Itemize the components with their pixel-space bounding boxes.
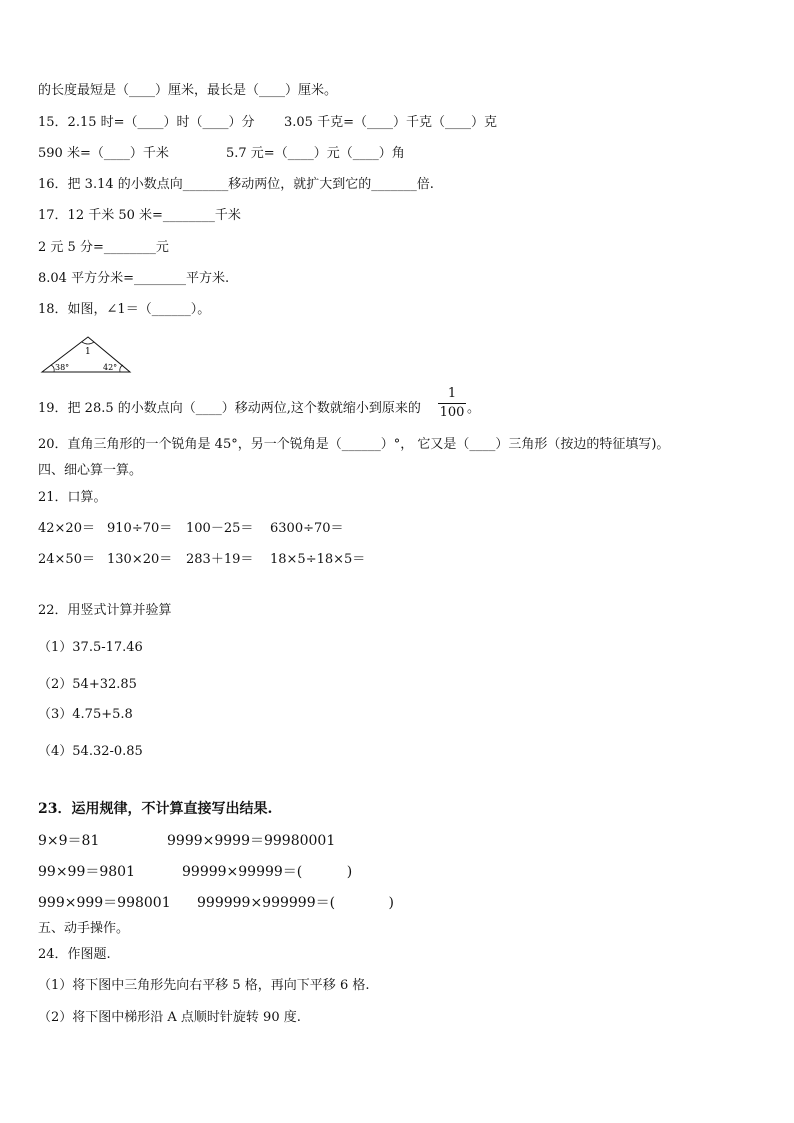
q15-part4: 5.7 元=（____）元（____）角 bbox=[226, 146, 405, 161]
q21: 21．口算。 bbox=[38, 490, 107, 505]
q17-part3: 8.04 平方分米=________平方米. bbox=[38, 271, 230, 286]
section-4-heading: 四、细心算一算。 bbox=[38, 463, 143, 478]
q22-item-4: （4）54.32-0.85 bbox=[38, 744, 143, 759]
calc-r2-c1: 24×50＝ bbox=[38, 552, 95, 567]
pattern-3-right: 999999×999999＝( ) bbox=[197, 895, 394, 911]
calc-r1-c2: 910÷70＝ bbox=[107, 521, 173, 536]
q24-item-1: （1）将下图中三角形先向右平移 5 格，再向下平移 6 格. bbox=[38, 978, 370, 993]
q15-part3: 590 米=（____）千米 bbox=[38, 146, 169, 161]
q20: 20．直角三角形的一个锐角是 45°，另一个锐角是（______）°， 它又是（____）三角形（按边的特征填写)。 bbox=[38, 437, 670, 452]
calc-r1-c4: 6300÷70＝ bbox=[270, 521, 344, 536]
q15-part2: 3.05 千克=（____）千克（____）克 bbox=[284, 115, 497, 130]
fraction-bar bbox=[438, 403, 466, 404]
q15-part1: 15．2.15 时=（____）时（____）分 bbox=[38, 115, 255, 130]
triangle-figure bbox=[40, 334, 132, 376]
fraction-1-100 bbox=[438, 386, 466, 421]
pattern-1-right: 9999×9999＝99980001 bbox=[167, 833, 336, 849]
pattern-2-left: 99×99＝9801 bbox=[38, 864, 135, 880]
q16: 16．把 3.14 的小数点向_______移动两位，就扩大到它的_______倍. bbox=[38, 177, 434, 192]
calc-r1-c1: 42×20＝ bbox=[38, 521, 95, 536]
q14-tail: 的长度最短是（____）厘米，最长是（____）厘米。 bbox=[38, 83, 338, 98]
q19: 19．把 28.5 的小数点向（____）移动两位,这个数就缩小到原来的 bbox=[38, 401, 421, 416]
pattern-1-left: 9×9＝81 bbox=[38, 833, 100, 849]
q22-item-3: （3）4.75+5.8 bbox=[38, 707, 133, 722]
calc-r2-c3: 283＋19＝ bbox=[186, 552, 254, 567]
fraction-denominator: 100 bbox=[439, 405, 465, 420]
calc-r2-c2: 130×20＝ bbox=[107, 552, 173, 567]
pattern-2-right: 99999×99999＝( ) bbox=[182, 864, 353, 880]
section-5-heading: 五、动手操作。 bbox=[38, 921, 130, 936]
q24: 24．作图题. bbox=[38, 947, 111, 962]
q23: 23．运用规律，不计算直接写出结果. bbox=[38, 801, 273, 817]
left-angle-arc bbox=[51, 365, 54, 372]
fraction-numerator: 1 bbox=[447, 386, 457, 401]
q22: 22．用竖式计算并验算 bbox=[38, 603, 172, 618]
angle-1-label: 1 bbox=[85, 347, 91, 357]
q18: 18．如图，∠1＝（______）。 bbox=[38, 302, 211, 317]
angle-42-label: 42° bbox=[103, 363, 118, 372]
apex-angle-arc bbox=[82, 342, 94, 344]
calc-r2-c4: 18×5÷18×5＝ bbox=[270, 552, 366, 567]
q24-item-2: （2）将下图中梯形沿 A 点顺时针旋转 90 度. bbox=[38, 1010, 301, 1025]
q17-part1: 17．12 千米 50 米=________千米 bbox=[38, 208, 241, 223]
triangle-svg bbox=[40, 334, 132, 376]
q17-part2: 2 元 5 分=________元 bbox=[38, 240, 169, 255]
q19-end: 。 bbox=[467, 401, 481, 416]
q22-item-1: （1）37.5-17.46 bbox=[38, 640, 143, 655]
pattern-3-left: 999×999＝998001 bbox=[38, 895, 171, 911]
q22-item-2: （2）54+32.85 bbox=[38, 677, 137, 692]
calc-r1-c3: 100－25＝ bbox=[186, 521, 254, 536]
angle-38-label: 38° bbox=[55, 363, 70, 372]
